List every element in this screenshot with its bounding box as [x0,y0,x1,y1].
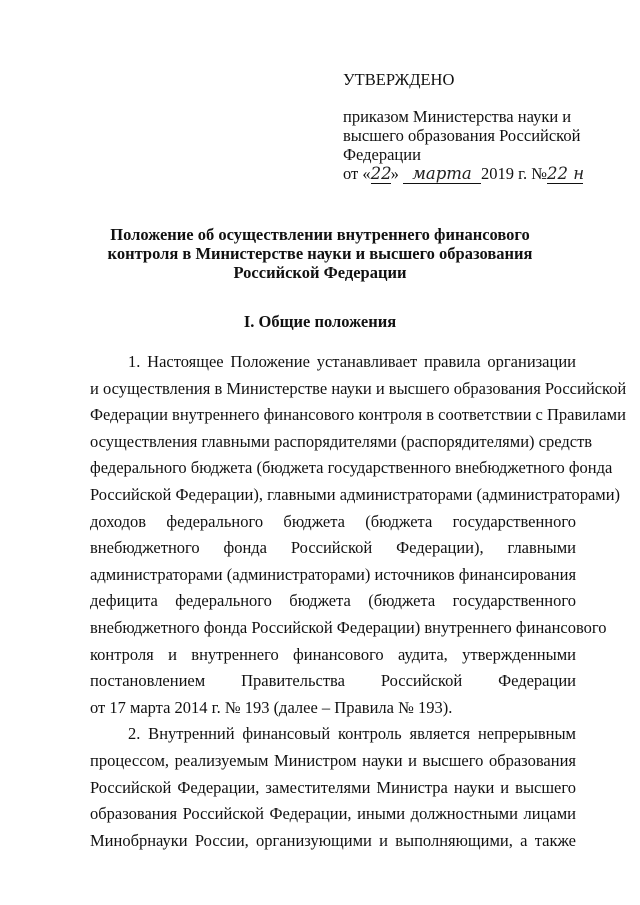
text-line: доходов федерального бюджета (бюджета государственного [90,511,576,531]
handwritten-order-number: 22 н [547,164,585,183]
text-line: дефицита федерального бюджета (бюджета государственного [90,591,576,611]
text-line: федерального бюджета (бюджета государственного внебюджетного фонда [90,458,613,478]
document-title [100,225,540,282]
handwritten-month: марта [403,164,481,184]
text-line: администраторами (администраторами) источников финансирования [90,564,577,584]
text-line: Федерации внутреннего финансового контроля в соответствии с Правилами [90,405,626,425]
text-line: контроля и внутреннего финансового аудита, утвержденными [90,644,576,664]
text-line: осуществления главными распорядителями (распорядителями) средств [90,431,593,451]
title-line: Положение об осуществлении внутреннего финансового [110,225,530,244]
text-line: 1. Настоящее Положение устанавливает правила организации [128,352,576,371]
text-line: внебюджетного фонда Российской Федерации), главными [90,538,576,558]
approval-order-line: Федерации [343,145,421,164]
handwritten-day: 22 [370,164,392,183]
approval-block [343,70,603,184]
text-line: Минобрнауки России, организующими и выполняющими, а также [90,830,576,850]
text-line: Российской Федерации), главными администраторами (администраторами) [90,484,621,504]
title-line: контроля в Министерстве науки и высшего образования [107,244,533,263]
text-line: Российской Федерации, заместителями Министра науки и высшего [90,777,576,797]
text-line: и осуществления в Министерстве науки и высшего образования Российской [90,378,627,398]
text-line: внебюджетного фонда Российской Федерации) внутреннего финансового [90,617,607,637]
title-line: Российской Федерации [233,263,407,282]
date-year: 2019 г. № [481,164,548,183]
text-line: 2. Внутренний финансовый контроль является непрерывным [128,724,576,744]
date-mid: » [390,164,399,183]
approval-date-line [343,164,603,184]
document-body [90,349,627,854]
section-heading: I. Общие положения [243,312,397,331]
text-line: образования Российской Федерации, иными должностными лицами [90,804,576,824]
paragraph-2 [90,721,576,854]
approval-order-line: приказом Министерства науки и [343,107,572,126]
text-line: от 17 марта 2014 г. № 193 (далее – Правила № 193). [90,697,453,717]
text-line: постановлением Правительства Российской Федерации [90,671,576,691]
approval-stamp-heading: УТВЕРЖДЕНО [343,70,455,89]
paragraph-1 [90,349,627,721]
approval-order-line: высшего образования Российской [343,126,581,145]
text-line: процессом, реализуемым Министром науки и высшего образования [90,750,576,770]
date-prefix: от « [343,164,371,183]
